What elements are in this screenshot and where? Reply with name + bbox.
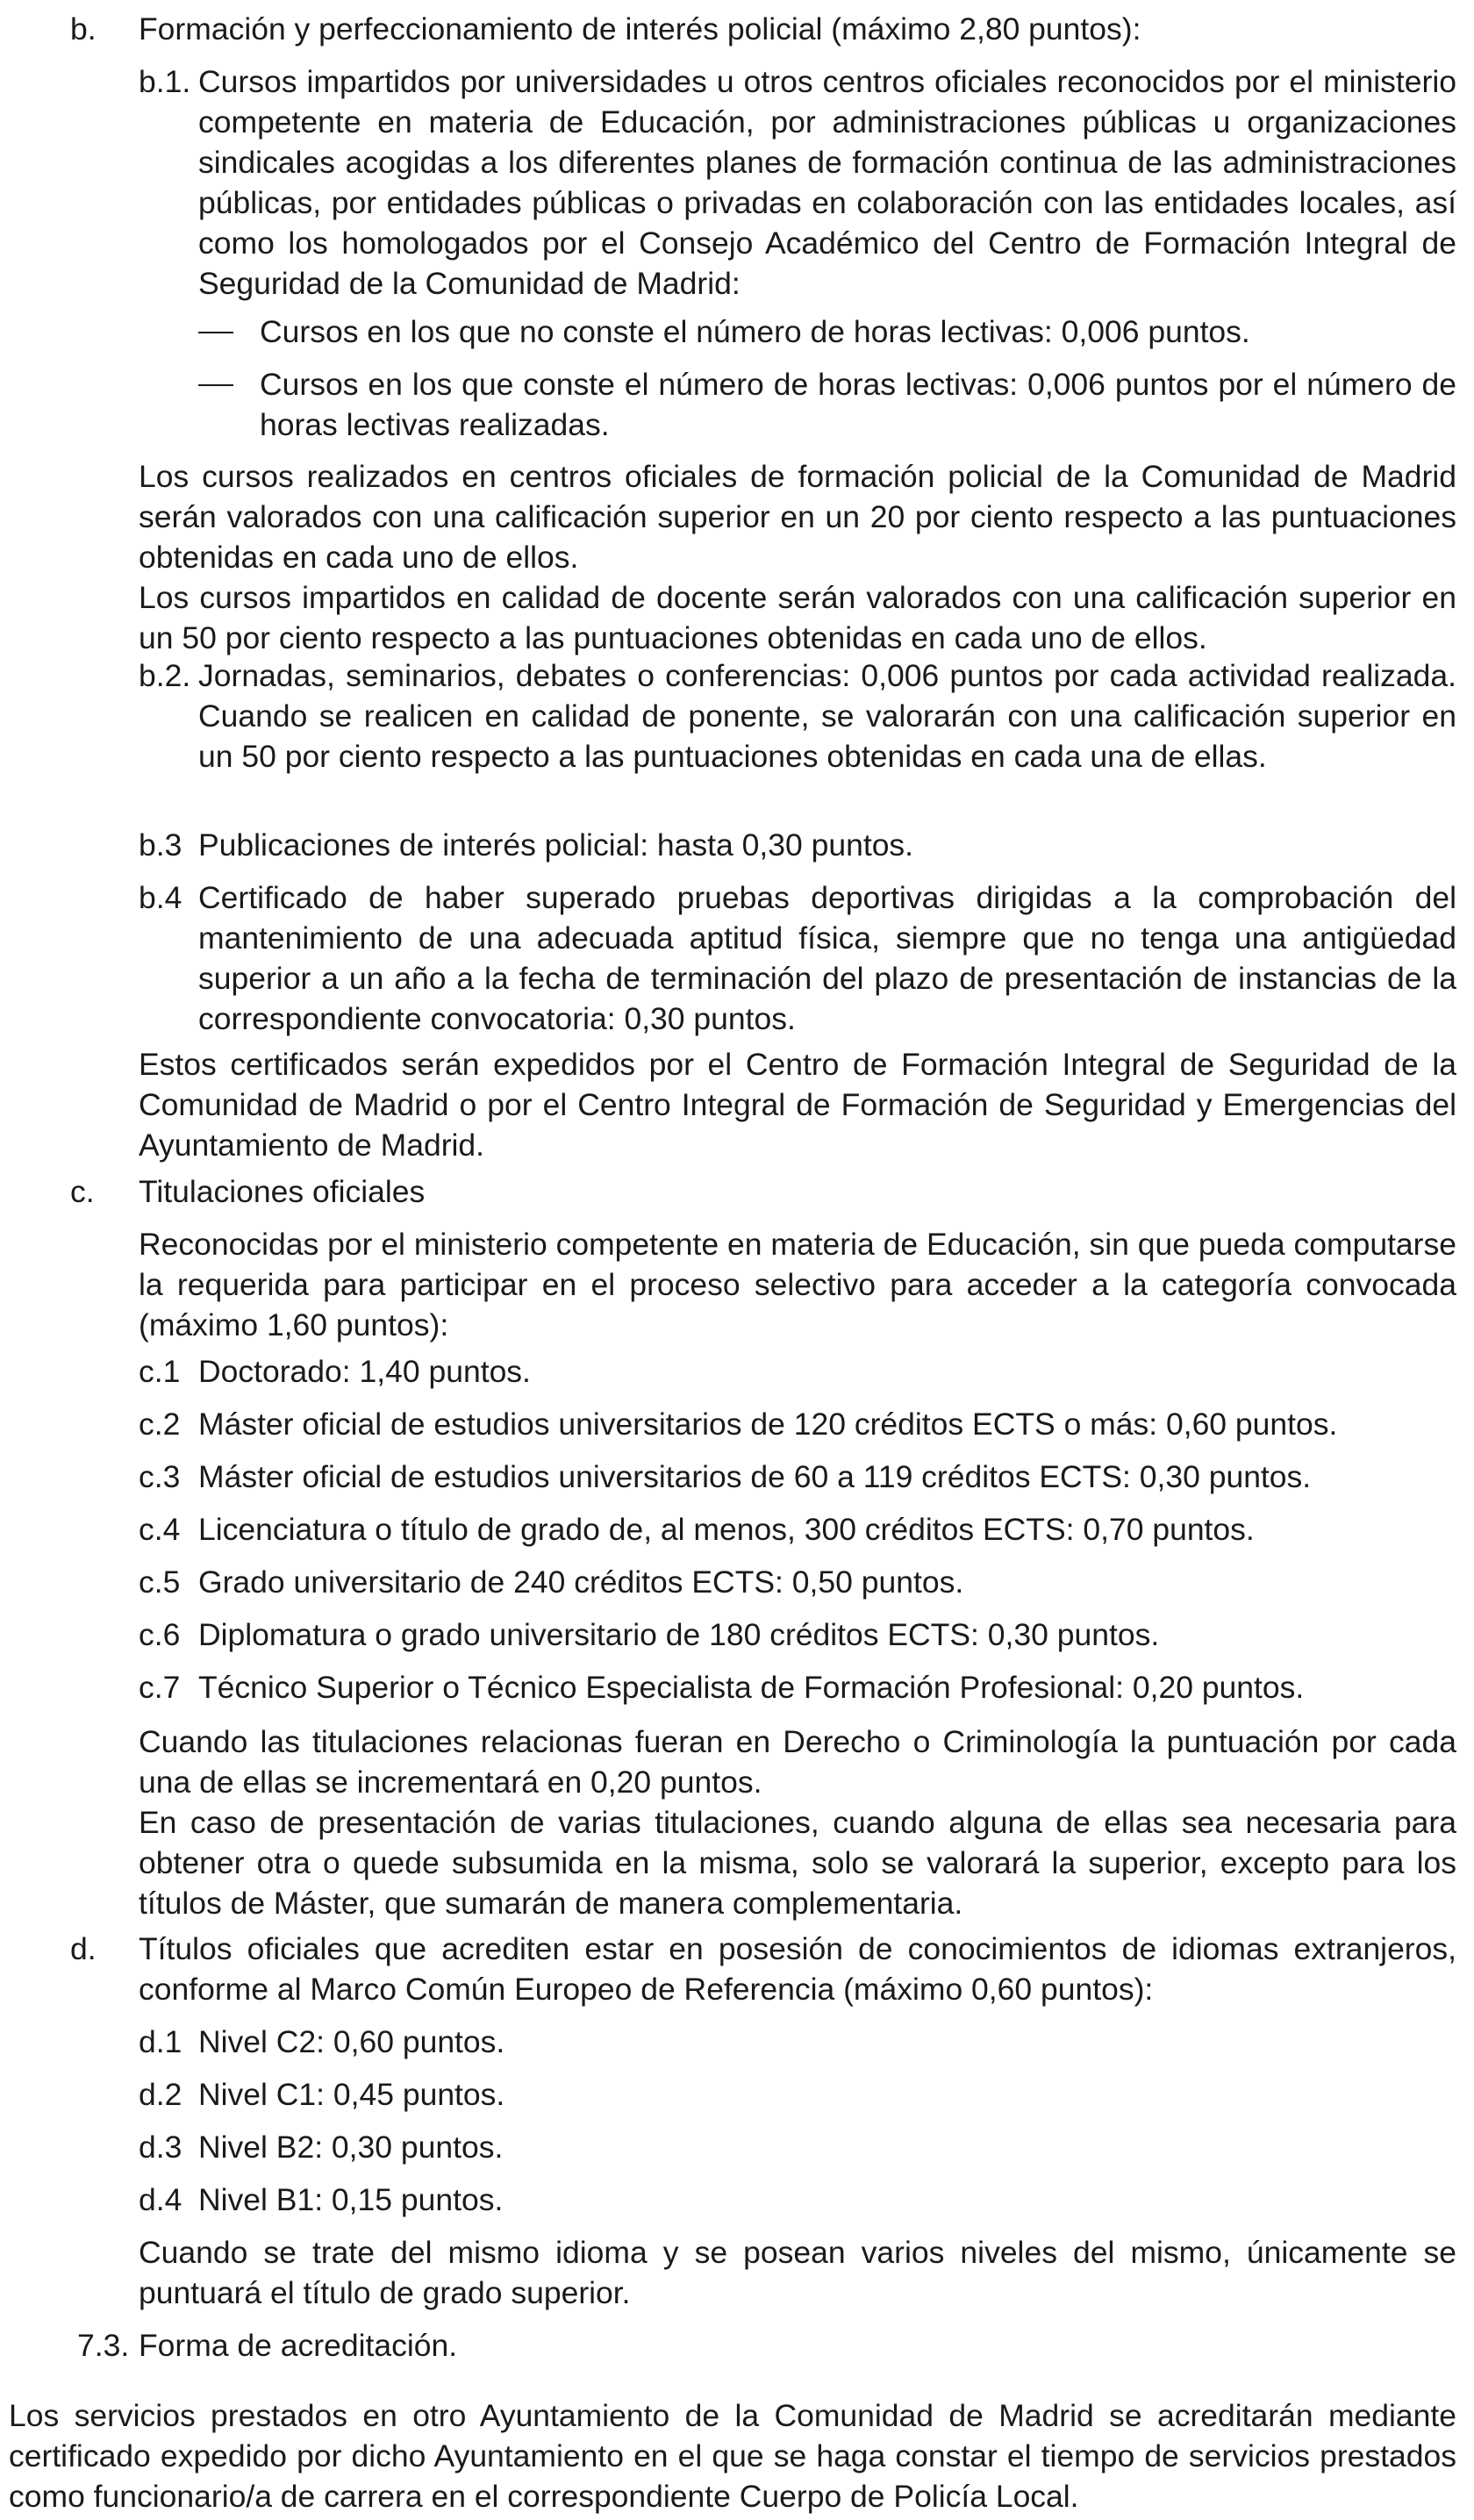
item-d1-text: Nivel C2: 0,60 puntos. (198, 2024, 505, 2059)
section-c-label: c. (70, 1174, 95, 1209)
item-d4-text: Nivel B1: 0,15 puntos. (198, 2182, 504, 2217)
item-c3-text: Máster oficial de estudios universitarios de 60 a 119 créditos ECTS: 0,30 puntos. (198, 1459, 1312, 1494)
dash-item-2: Cursos en los que conste el número de horas lectivas: 0,006 puntos por el número de horas lectivas realizadas. (260, 367, 1456, 442)
item-b2-label: b.2. (139, 658, 191, 693)
item-c1-label: c.1 (139, 1354, 181, 1389)
section-d-title: Títulos oficiales que acrediten estar en posesión de conocimientos de idiomas extranjeros, conforme al Marco Común Europeo de Referencia (máximo 0,60 puntos): (139, 1931, 1456, 2007)
item-c5-label: c.5 (139, 1564, 181, 1600)
item-d3-text: Nivel B2: 0,30 puntos. (198, 2130, 504, 2165)
dash-bullet-2 (198, 384, 233, 386)
item-c7-label: c.7 (139, 1670, 181, 1705)
section-c-intro: Reconocidas por el ministerio competente en materia de Educación, sin que pueda computarse la requerida para participar en el proceso selectivo para acceder a la categoría convocada (máximo 1,60 puntos): (139, 1227, 1456, 1342)
item-b4-label: b.4 (139, 880, 182, 915)
section-7-3-label: 7.3. (77, 2328, 130, 2363)
b1-note-1: Los cursos realizados en centros oficiales de formación policial de la Comunidad de Madrid serán valorados con una calificación superior en un 20 por ciento respecto a las puntuaciones obtenidas en cada uno de ellos. (139, 459, 1456, 575)
item-c3-label: c.3 (139, 1459, 181, 1494)
item-c7-text: Técnico Superior o Técnico Especialista de Formación Profesional: 0,20 puntos. (198, 1670, 1305, 1705)
item-d1-label: d.1 (139, 2024, 182, 2059)
item-c5-text: Grado universitario de 240 créditos ECTS: 0,50 puntos. (198, 1564, 964, 1600)
item-c6-label: c.6 (139, 1617, 181, 1652)
section-c-title: Titulaciones oficiales (139, 1174, 426, 1209)
item-b1-text: Cursos impartidos por universidades u otros centros oficiales reconocidos por el ministerio competente en materia de Educación, por administraciones públicas u organizaciones sindicales acogidas a los diferentes planes de formación continua de las administraciones públicas, por entidades públicas o privadas en colaboración con las entidades locales, así como los homologados por el Consejo Académico del Centro de Formación Integral de Seguridad de la Comunidad de Madrid: (198, 64, 1456, 301)
item-c1-text: Doctorado: 1,40 puntos. (198, 1354, 531, 1389)
item-b3-text: Publicaciones de interés policial: hasta 0,30 puntos. (198, 827, 914, 863)
section-c-note-2: En caso de presentación de varias titulaciones, cuando alguna de ellas sea necesaria para obtener otra o quede subsumida en la misma, solo se valorará la superior, excepto para los títulos de Máster, que sumarán de manera complementaria. (139, 1805, 1456, 1921)
closing-paragraph: Los servicios prestados en otro Ayuntamiento de la Comunidad de Madrid se acreditarán mediante certificado expedido por dicho Ayuntamiento en el que se haga constar el tiempo de servicios prestados como funcionario/a de carrera en el correspondiente Cuerpo de Policía Local. (9, 2398, 1456, 2514)
item-b3-label: b.3 (139, 827, 182, 863)
item-c2-text: Máster oficial de estudios universitarios de 120 créditos ECTS o más: 0,60 puntos. (198, 1407, 1338, 1442)
section-d-note: Cuando se trate del mismo idioma y se posean varios niveles del mismo, únicamente se puntuará el título de grado superior. (139, 2235, 1456, 2310)
item-c6-text: Diplomatura o grado universitario de 180 créditos ECTS: 0,30 puntos. (198, 1617, 1160, 1652)
certificates-note: Estos certificados serán expedidos por el Centro de Formación Integral de Seguridad de la Comunidad de Madrid o por el Centro Integral de Formación de Seguridad y Emergencias del Ayuntamiento de Madrid. (139, 1047, 1456, 1163)
item-d2-text: Nivel C1: 0,45 puntos. (198, 2077, 505, 2112)
section-d-label: d. (70, 1931, 97, 1966)
section-b-label: b. (70, 11, 97, 47)
item-c2-label: c.2 (139, 1407, 181, 1442)
b1-note-2: Los cursos impartidos en calidad de docente serán valorados con una calificación superior en un 50 por ciento respecto a las puntuaciones obtenidas en cada uno de ellos. (139, 580, 1456, 655)
item-b1-label: b.1. (139, 64, 191, 99)
item-d2-label: d.2 (139, 2077, 182, 2112)
section-7-3-title: Forma de acreditación. (139, 2328, 458, 2363)
item-d4-label: d.4 (139, 2182, 182, 2217)
dash-item-1: Cursos en los que no conste el número de horas lectivas: 0,006 puntos. (260, 314, 1250, 349)
item-d3-label: d.3 (139, 2130, 182, 2165)
item-b4-text: Certificado de haber superado pruebas deportivas dirigidas a la comprobación del mantenimiento de una adecuada aptitud física, siempre que no tenga una antigüedad superior a un año a la fecha de terminación del plazo de presentación de instancias de la correspondiente convocatoria: 0,30 puntos. (198, 880, 1456, 1036)
dash-bullet-1 (198, 332, 233, 333)
section-c-note-1: Cuando las titulaciones relacionas fueran en Derecho o Criminología la puntuación por cada una de ellas se incrementará en 0,20 puntos. (139, 1724, 1456, 1800)
item-c4-text: Licenciatura o título de grado de, al menos, 300 créditos ECTS: 0,70 puntos. (198, 1512, 1255, 1547)
item-b2-text: Jornadas, seminarios, debates o conferencias: 0,006 puntos por cada actividad realizada. Cuando se realicen en calidad de ponente, se valorarán con una calificación superior en un 50 por ciento respecto a las puntuaciones obtenidas en cada una de ellas. (198, 658, 1456, 774)
item-c4-label: c.4 (139, 1512, 181, 1547)
section-b-title: Formación y perfeccionamiento de interés policial (máximo 2,80 puntos): (139, 11, 1141, 47)
